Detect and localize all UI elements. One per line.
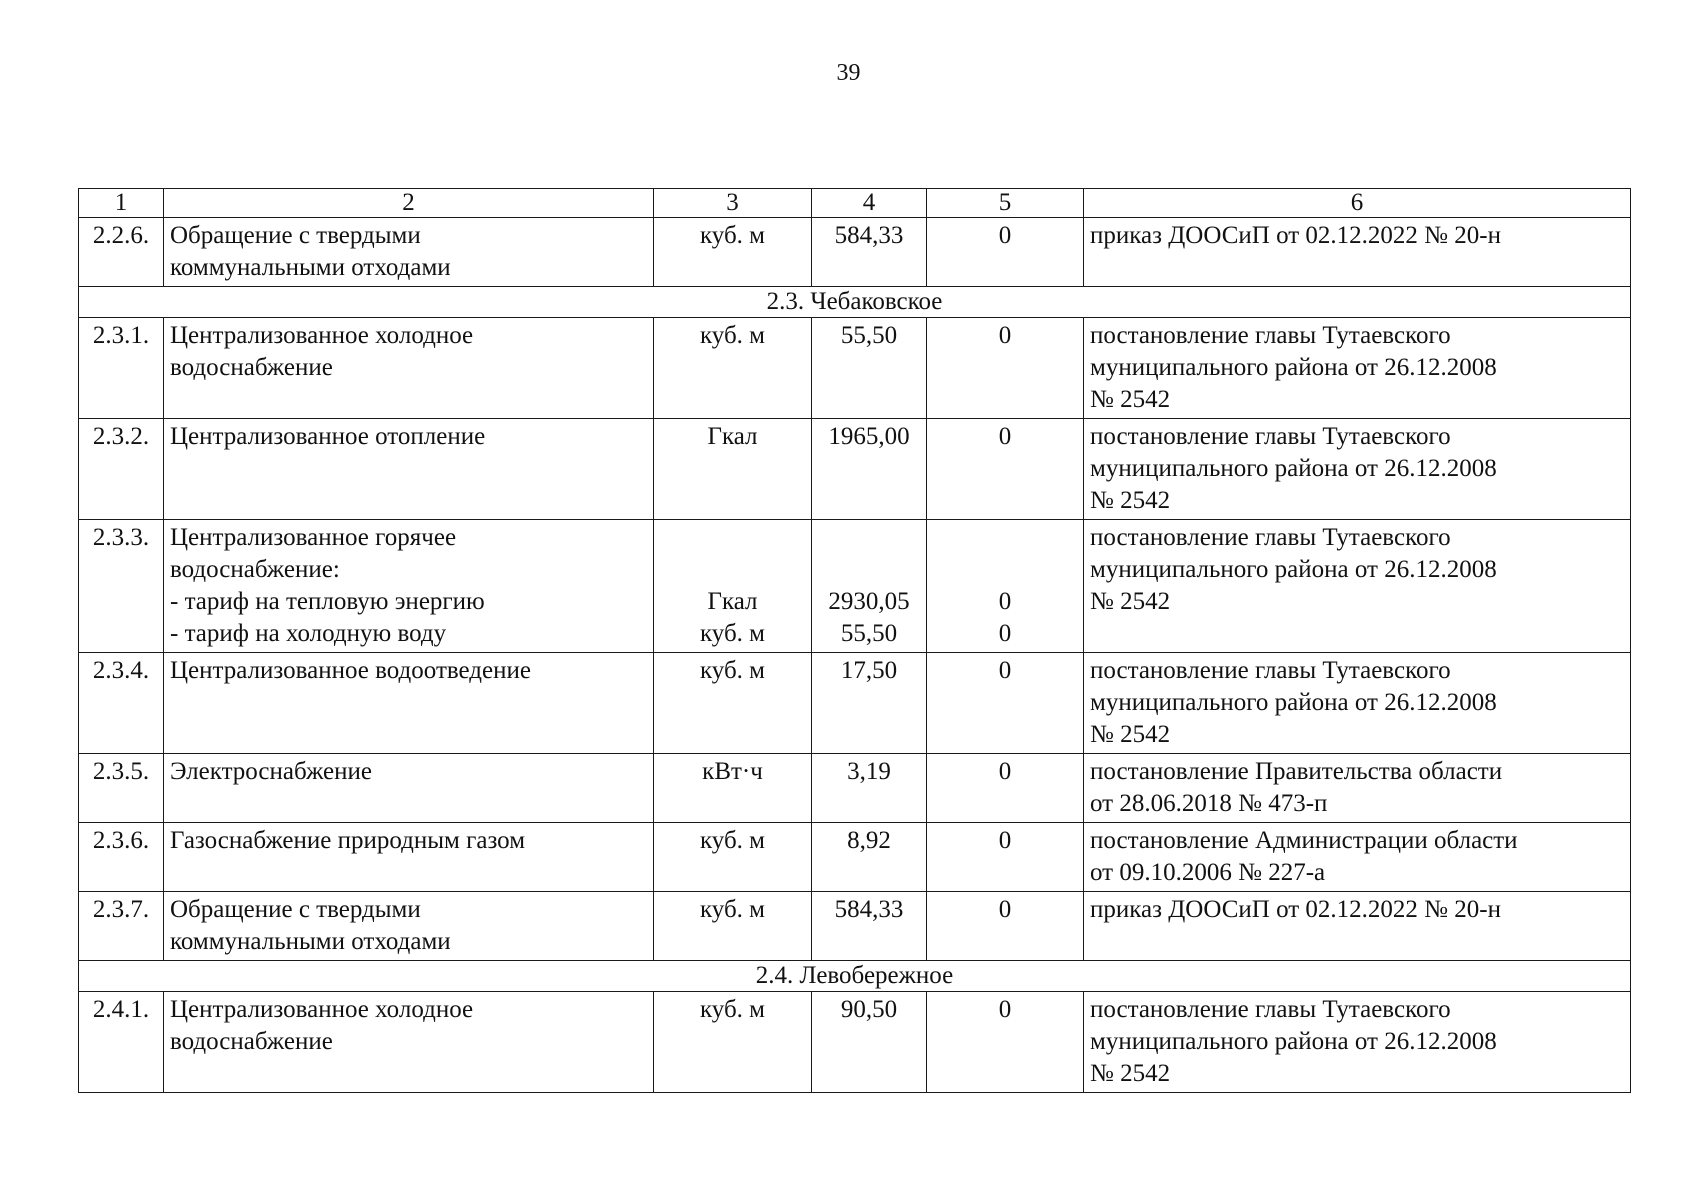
column-header: 5 bbox=[927, 189, 1084, 218]
legal-basis-line: № 2542 bbox=[1090, 487, 1171, 514]
service-name-line: Газоснабжение природным газом bbox=[170, 827, 526, 854]
tariff-table-body bbox=[79, 189, 1631, 1093]
service-name-line: водоснабжение bbox=[170, 354, 333, 381]
row-number: 2.3.3. bbox=[79, 520, 164, 653]
row-number: 2.3.6. bbox=[79, 823, 164, 892]
tariff-value: 584,33 bbox=[812, 892, 927, 961]
legal-basis-line: муниципального района от 26.12.2008 bbox=[1090, 689, 1497, 716]
tariff-value: 17,50 bbox=[812, 653, 927, 754]
service-name-line: Централизованное отопление bbox=[170, 423, 486, 450]
unit: куб. м bbox=[654, 653, 812, 754]
legal-basis-line: № 2542 bbox=[1090, 386, 1171, 413]
service-name-line: водоснабжение bbox=[170, 1028, 333, 1055]
row-number: 2.3.5. bbox=[79, 754, 164, 823]
unit: куб. м bbox=[654, 218, 812, 287]
column-5-value-line: 0 bbox=[998, 588, 1012, 615]
tariff-value bbox=[812, 520, 927, 653]
service-name-line: Централизованное водоотведение bbox=[170, 657, 531, 684]
unit: куб. м bbox=[654, 823, 812, 892]
legal-basis-line: от 28.06.2018 № 473-п bbox=[1090, 790, 1328, 817]
column-header: 1 bbox=[79, 189, 164, 218]
row-number: 2.4.1. bbox=[79, 992, 164, 1093]
service-name bbox=[164, 892, 654, 961]
unit: куб. м bbox=[654, 318, 812, 419]
legal-basis-line: муниципального района от 26.12.2008 bbox=[1090, 354, 1497, 381]
service-name-line: водоснабжение: bbox=[170, 556, 340, 583]
service-name bbox=[164, 520, 654, 653]
table-row bbox=[79, 419, 1631, 520]
legal-basis-line: постановление Правительства области bbox=[1090, 758, 1503, 785]
column-5-value: 0 bbox=[927, 318, 1084, 419]
section-title: 2.3. Чебаковское bbox=[79, 287, 1631, 318]
table-row bbox=[79, 218, 1631, 287]
tariff-value-line: 55,50 bbox=[840, 620, 898, 647]
row-number: 2.3.7. bbox=[79, 892, 164, 961]
legal-basis-line: муниципального района от 26.12.2008 bbox=[1090, 1028, 1497, 1055]
service-name-line: Электроснабжение bbox=[170, 758, 372, 785]
service-name bbox=[164, 754, 654, 823]
legal-basis-line: приказ ДООСиП от 02.12.2022 № 20-н bbox=[1090, 222, 1501, 249]
service-name bbox=[164, 823, 654, 892]
legal-basis-line: постановление главы Тутаевского bbox=[1090, 996, 1451, 1023]
legal-basis-line: постановление главы Тутаевского bbox=[1090, 524, 1451, 551]
tariff-value-line: 2930,05 bbox=[828, 588, 910, 615]
section-header-row bbox=[79, 287, 1631, 318]
legal-basis-line: от 09.10.2006 № 227-а bbox=[1090, 859, 1326, 886]
service-name-line: - тариф на тепловую энергию bbox=[170, 588, 485, 615]
column-header: 4 bbox=[812, 189, 927, 218]
legal-basis bbox=[1084, 823, 1631, 892]
legal-basis-line: приказ ДООСиП от 02.12.2022 № 20-н bbox=[1090, 896, 1501, 923]
column-5-value: 0 bbox=[927, 218, 1084, 287]
unit-line: куб. м bbox=[699, 620, 765, 647]
legal-basis bbox=[1084, 992, 1631, 1093]
legal-basis-line: № 2542 bbox=[1090, 588, 1171, 615]
unit: куб. м bbox=[654, 992, 812, 1093]
table-row bbox=[79, 754, 1631, 823]
unit: Гкал bbox=[654, 419, 812, 520]
service-name-line: Обращение с твердыми bbox=[170, 222, 421, 249]
tariff-value: 55,50 bbox=[812, 318, 927, 419]
unit: куб. м bbox=[654, 892, 812, 961]
service-name-line: - тариф на холодную воду bbox=[170, 620, 447, 647]
column-5-value bbox=[927, 520, 1084, 653]
legal-basis-line: № 2542 bbox=[1090, 1060, 1171, 1087]
service-name-line: Обращение с твердыми bbox=[170, 896, 421, 923]
service-name bbox=[164, 218, 654, 287]
column-5-value: 0 bbox=[927, 754, 1084, 823]
table-row bbox=[79, 823, 1631, 892]
spacer bbox=[818, 522, 920, 586]
service-name bbox=[164, 992, 654, 1093]
legal-basis bbox=[1084, 218, 1631, 287]
row-number: 2.3.1. bbox=[79, 318, 164, 419]
legal-basis bbox=[1084, 653, 1631, 754]
table-row bbox=[79, 520, 1631, 653]
table-row bbox=[79, 992, 1631, 1093]
spacer bbox=[933, 522, 1077, 586]
legal-basis-line: постановление главы Тутаевского bbox=[1090, 322, 1451, 349]
column-5-value: 0 bbox=[927, 653, 1084, 754]
legal-basis bbox=[1084, 419, 1631, 520]
page-number: 39 bbox=[836, 60, 861, 86]
column-header-row bbox=[79, 189, 1631, 218]
unit bbox=[654, 520, 812, 653]
tariff-table bbox=[78, 188, 1631, 1093]
column-5-value-line: 0 bbox=[998, 620, 1012, 647]
column-header: 2 bbox=[164, 189, 654, 218]
column-header: 6 bbox=[1084, 189, 1631, 218]
column-5-value: 0 bbox=[927, 892, 1084, 961]
legal-basis bbox=[1084, 892, 1631, 961]
unit: кВт·ч bbox=[654, 754, 812, 823]
table-row bbox=[79, 318, 1631, 419]
service-name-line: Централизованное холодное bbox=[170, 996, 474, 1023]
service-name bbox=[164, 318, 654, 419]
tariff-value: 584,33 bbox=[812, 218, 927, 287]
row-number: 2.2.6. bbox=[79, 218, 164, 287]
tariff-value: 1965,00 bbox=[812, 419, 927, 520]
column-5-value: 0 bbox=[927, 992, 1084, 1093]
legal-basis-line: № 2542 bbox=[1090, 721, 1171, 748]
tariff-value: 3,19 bbox=[812, 754, 927, 823]
spacer bbox=[660, 522, 805, 586]
legal-basis-line: постановление главы Тутаевского bbox=[1090, 423, 1451, 450]
tariff-value: 90,50 bbox=[812, 992, 927, 1093]
legal-basis bbox=[1084, 318, 1631, 419]
row-number: 2.3.4. bbox=[79, 653, 164, 754]
row-number: 2.3.2. bbox=[79, 419, 164, 520]
column-5-value: 0 bbox=[927, 823, 1084, 892]
section-header-row bbox=[79, 961, 1631, 992]
service-name-line: Централизованное горячее bbox=[170, 524, 457, 551]
legal-basis bbox=[1084, 754, 1631, 823]
tariff-value: 8,92 bbox=[812, 823, 927, 892]
service-name-line: коммунальными отходами bbox=[170, 254, 451, 281]
column-5-value: 0 bbox=[927, 419, 1084, 520]
table-row bbox=[79, 653, 1631, 754]
service-name-line: Централизованное холодное bbox=[170, 322, 474, 349]
service-name-line: коммунальными отходами bbox=[170, 928, 451, 955]
section-title: 2.4. Левобережное bbox=[79, 961, 1631, 992]
legal-basis-line: постановление главы Тутаевского bbox=[1090, 657, 1451, 684]
legal-basis-line: муниципального района от 26.12.2008 bbox=[1090, 556, 1497, 583]
service-name bbox=[164, 419, 654, 520]
legal-basis-line: муниципального района от 26.12.2008 bbox=[1090, 455, 1497, 482]
unit-line: Гкал bbox=[707, 588, 758, 615]
service-name bbox=[164, 653, 654, 754]
legal-basis bbox=[1084, 520, 1631, 653]
table-row bbox=[79, 892, 1631, 961]
legal-basis-line: постановление Администрации области bbox=[1090, 827, 1518, 854]
column-header: 3 bbox=[654, 189, 812, 218]
